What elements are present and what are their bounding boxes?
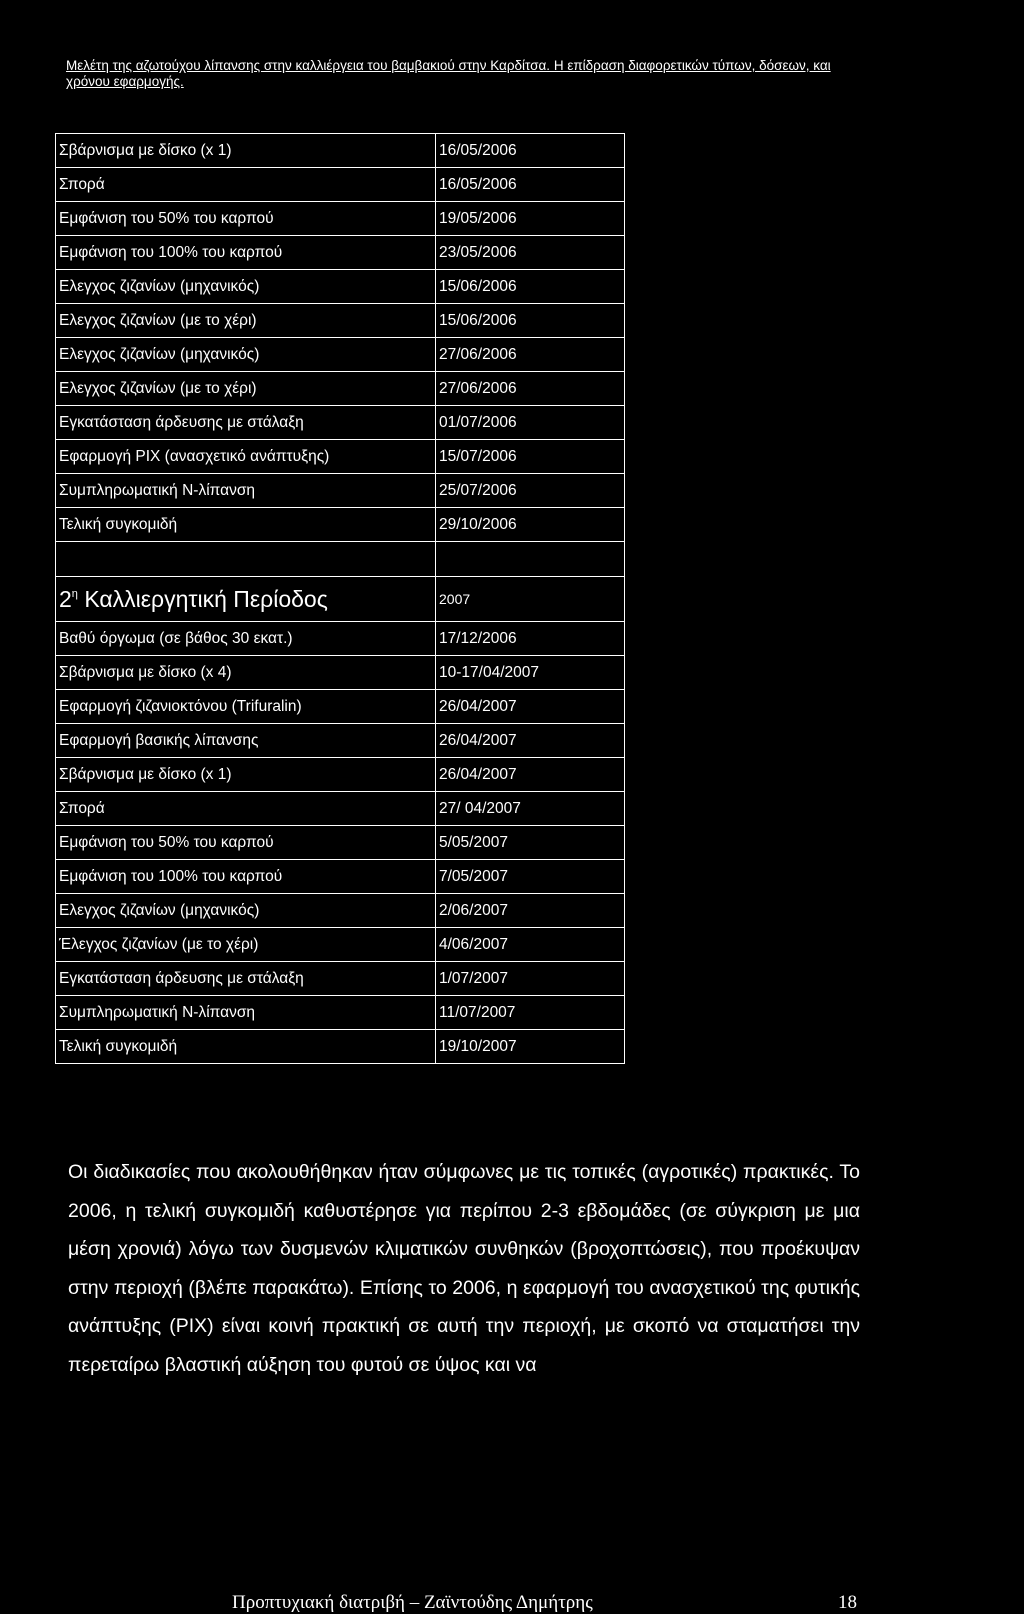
activity-cell: Ελεγχος ζιζανίων (με το χέρι) bbox=[56, 304, 436, 338]
table-row bbox=[56, 758, 625, 792]
activity-cell: Εμφάνιση του 50% του καρπού bbox=[56, 826, 436, 860]
table-row bbox=[56, 474, 625, 508]
schedule-table bbox=[55, 133, 625, 1064]
body-paragraph: Οι διαδικασίες που ακολουθήθηκαν ήταν σύμφωνες με τις τοπικές (αγροτικές) πρακτικές. Το 2006, η τελική συγκομιδή καθυστέρησε για περίπου 2-3 εβδομάδες (σε σύγκριση με μια μέση χρονιά) λόγω των δυσμενών κλιματικών συνθηκών (βροχοπτώσεις), που προέκυψαν στην περιοχή (βλέπε παρακάτω). Επίσης το 2006, η εφαρμογή του ανασχετικού της φυτικής ανάπτυξης (PIX) είναι κοινή πρακτική σε αυτή την περιοχή, με σκοπό να σταματήσει την περεταίρω βλαστική αύξηση του φυτού σε ύψος και να bbox=[68, 1161, 860, 1376]
activity-cell: Ελεγχος ζιζανίων (μηχανικός) bbox=[56, 338, 436, 372]
section-ordinal: η bbox=[71, 587, 78, 600]
date-cell: 23/05/2006 bbox=[436, 236, 625, 270]
activity-cell: Ελεγχος ζιζανίων (με το χέρι) bbox=[56, 372, 436, 406]
activity-cell: Εφαρμογή ζιζανιοκτόνου (Trifuralin) bbox=[56, 690, 436, 724]
date-cell: 19/05/2006 bbox=[436, 202, 625, 236]
table-row bbox=[56, 860, 625, 894]
date-cell: 11/07/2007 bbox=[436, 996, 625, 1030]
table-row bbox=[56, 236, 625, 270]
table-row bbox=[56, 338, 625, 372]
table-row bbox=[56, 168, 625, 202]
date-cell: 5/05/2007 bbox=[436, 826, 625, 860]
activity-cell: Έλεγχος ζιζανίων (με το χέρι) bbox=[56, 928, 436, 962]
date-cell: 15/06/2006 bbox=[436, 304, 625, 338]
table-row bbox=[56, 304, 625, 338]
activity-cell: Ελεγχος ζιζανίων (μηχανικός) bbox=[56, 894, 436, 928]
table-row bbox=[56, 270, 625, 304]
activity-cell: Σπορά bbox=[56, 792, 436, 826]
date-cell: 2/06/2007 bbox=[436, 894, 625, 928]
section-divider bbox=[56, 542, 625, 622]
date-cell: 01/07/2006 bbox=[436, 406, 625, 440]
activity-cell: Εμφάνιση του 100% του καρπού bbox=[56, 860, 436, 894]
schedule-2006-body bbox=[56, 134, 625, 542]
page-header: Μελέτη της αζωτούχου λίπανσης στην καλλιέργεια του βαμβακιού στην Καρδίτσα. Η επίδραση διαφορετικών τύπων, δόσεων, και χρόνου εφαρμογής. bbox=[66, 58, 831, 89]
date-cell: 27/ 04/2007 bbox=[436, 792, 625, 826]
date-cell: 19/10/2007 bbox=[436, 1030, 625, 1064]
table-row bbox=[56, 440, 625, 474]
date-cell: 27/06/2006 bbox=[436, 338, 625, 372]
activity-cell: Εμφάνιση του 50% του καρπού bbox=[56, 202, 436, 236]
activity-cell: Συμπληρωματική Ν-λίπανση bbox=[56, 474, 436, 508]
date-cell: 15/07/2006 bbox=[436, 440, 625, 474]
table-row bbox=[56, 894, 625, 928]
date-cell: 10-17/04/2007 bbox=[436, 656, 625, 690]
date-cell: 15/06/2006 bbox=[436, 270, 625, 304]
table-row bbox=[56, 792, 625, 826]
activity-cell: Σβάρνισμα με δίσκο (x 1) bbox=[56, 134, 436, 168]
activity-cell: Εγκατάσταση άρδευσης με στάλαξη bbox=[56, 406, 436, 440]
table-row bbox=[56, 406, 625, 440]
table-row bbox=[56, 202, 625, 236]
date-cell: 16/05/2006 bbox=[436, 134, 625, 168]
activity-cell: Σβάρνισμα με δίσκο (x 1) bbox=[56, 758, 436, 792]
date-cell: 17/12/2006 bbox=[436, 622, 625, 656]
activity-cell: Τελική συγκομιδή bbox=[56, 508, 436, 542]
page-number: 18 bbox=[838, 1592, 857, 1613]
table-row bbox=[56, 622, 625, 656]
table-row bbox=[56, 962, 625, 996]
date-cell: 26/04/2007 bbox=[436, 758, 625, 792]
activity-cell: Συμπληρωματική Ν-λίπανση bbox=[56, 996, 436, 1030]
activity-cell: Εγκατάσταση άρδευσης με στάλαξη bbox=[56, 962, 436, 996]
table-row bbox=[56, 996, 625, 1030]
table-row bbox=[56, 372, 625, 406]
date-cell: 25/07/2006 bbox=[436, 474, 625, 508]
table-row bbox=[56, 724, 625, 758]
blank-cell bbox=[56, 542, 436, 577]
activity-cell: Εμφάνιση του 100% του καρπού bbox=[56, 236, 436, 270]
table-row bbox=[56, 826, 625, 860]
table-row bbox=[56, 1030, 625, 1064]
activity-cell: Ελεγχος ζιζανίων (μηχανικός) bbox=[56, 270, 436, 304]
section-number: 2 bbox=[59, 585, 72, 612]
table-row bbox=[56, 134, 625, 168]
activity-cell: Σπορά bbox=[56, 168, 436, 202]
date-cell: 1/07/2007 bbox=[436, 962, 625, 996]
table-row bbox=[56, 656, 625, 690]
activity-cell: Εφαρμογή βασικής λίπανσης bbox=[56, 724, 436, 758]
section-title-cell bbox=[56, 577, 436, 622]
table-row bbox=[56, 690, 625, 724]
date-cell: 26/04/2007 bbox=[436, 690, 625, 724]
section-heading-row bbox=[56, 577, 625, 622]
activity-cell: Τελική συγκομιδή bbox=[56, 1030, 436, 1064]
activity-cell: Βαθύ όργωμα (σε βάθος 30 εκατ.) bbox=[56, 622, 436, 656]
section-title: Καλλιεργητική Περίοδος bbox=[84, 585, 328, 612]
date-cell: 27/06/2006 bbox=[436, 372, 625, 406]
activity-cell: Εφαρμογή PIX (ανασχετικό ανάπτυξης) bbox=[56, 440, 436, 474]
date-cell: 4/06/2007 bbox=[436, 928, 625, 962]
table-row bbox=[56, 508, 625, 542]
activity-cell: Σβάρνισμα με δίσκο (x 4) bbox=[56, 656, 436, 690]
blank-cell bbox=[436, 542, 625, 577]
section-year: 2007 bbox=[436, 577, 625, 622]
date-cell: 29/10/2006 bbox=[436, 508, 625, 542]
blank-row bbox=[56, 542, 625, 577]
date-cell: 16/05/2006 bbox=[436, 168, 625, 202]
schedule-2007-body bbox=[56, 622, 625, 1064]
date-cell: 26/04/2007 bbox=[436, 724, 625, 758]
table-row bbox=[56, 928, 625, 962]
footer-title: Προπτυχιακή διατριβή – Ζαϊντούδης Δημήτρης bbox=[232, 1592, 593, 1613]
date-cell: 7/05/2007 bbox=[436, 860, 625, 894]
